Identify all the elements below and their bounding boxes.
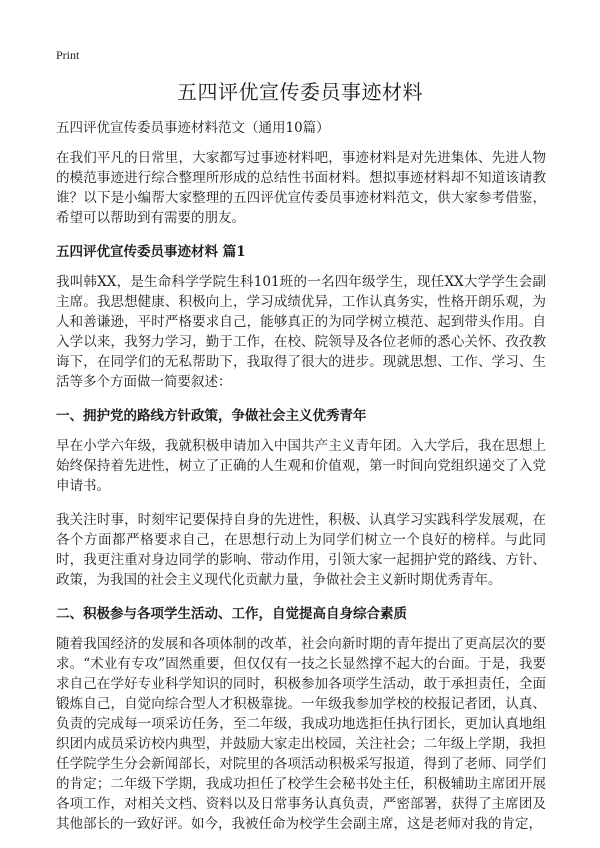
- heading-2: 二、积极参与各项学生活动、工作，自觉提高自身综合素质: [56, 606, 407, 622]
- section-title: 五四评优宣传委员事迹材料 篇1: [56, 244, 246, 260]
- paragraph-1b: 我关注时事，时刻牢记要保持自身的先进性，积极、认真学习实践科学发展观，在各个方面都严格要求自己，在思想行动上为同学们树立一个良好的榜样。与此同时，我更注重对身边同学的影响、带动作用，引领大家一起拥护党的路线、方针、政策，为我国的社会主义现代化贡献力量，争做社会主义新时期优秀青年。: [56, 512, 546, 588]
- print-link[interactable]: Print: [56, 48, 80, 62]
- document-body: [56, 118, 546, 848]
- section-intro-paragraph: 我叫韩XX，是生命科学学院生科101班的一名四年级学生，现任XX大学学生会副主席。我思想健康、积极向上，学习成绩优异，工作认真务实，性格开朗乐观，为人和善谦逊，平时严格要求自己，能够真正的为同学树立模范、起到带头作用。自入学以来，我努力学习，勤于工作，在校、院领导及各位老师的悉心关怀、孜孜教诲下，在同学们的无私帮助下，我取得了很大的进步。现就思想、工作、学习、生活等多个方面做一简要叙述：: [56, 274, 546, 390]
- heading-1: 一、拥护党的路线方针政策，争做社会主义优秀青年: [56, 408, 367, 424]
- intro-paragraph: 在我们平凡的日常里，大家都写过事迹材料吧，事迹材料是对先进集体、先进人物的模范事迹进行综合整理所形成的总结性书面材料。想拟事迹材料却不知道该请教谁？以下是小编帮大家整理的五四评优宣传委员事迹材料范文，供大家参考借鉴，希望可以帮助到有需要的朋友。: [56, 150, 546, 226]
- document-subtitle: 五四评优宣传委员事迹材料范文（通用10篇）: [56, 120, 330, 136]
- paragraph-1a: 早在小学六年级，我就积极申请加入中国共产主义青年团。入大学后，我在思想上始终保持着先进性，树立了正确的人生观和价值观，第一时间向党组织递交了入党申请书。: [56, 438, 546, 494]
- paragraph-2a: 随着我国经济的发展和各项体制的改革，社会向新时期的青年提出了更高层次的要求。“术业有专攻”固然重要，但仅仅有一技之长显然撑不起大的台面。于是，我要求自己在学好专业科学知识的同时，积极参加各项学生活动，敢于承担责任，全面锻炼自己，自觉向综合型人才积极靠拢。一年级我参加学校的校报记者团，认真、负责的完成每一项采访任务，至二年级，我成功地选拒任执行团长，更加认真地组织团内成员采访校内典型，并鼓励大家走出校园，关注社会；二年级上学期，我担任学院学生分会新闻部长，对院里的各项活动积极采写报道，得到了老师、同学们的肯定；二年级下学期，我成功担任了校学生会秘书处主任，积极辅助主席团开展各项工作，对相关文档、资料以及日常事务认真负责，严密部署，获得了主席团及其他部长的一致好评。如今，我被任命为校学生会副主席，这是老师对我的肯定，: [56, 636, 546, 832]
- document-title: 五四评优宣传委员事迹材料: [177, 80, 423, 104]
